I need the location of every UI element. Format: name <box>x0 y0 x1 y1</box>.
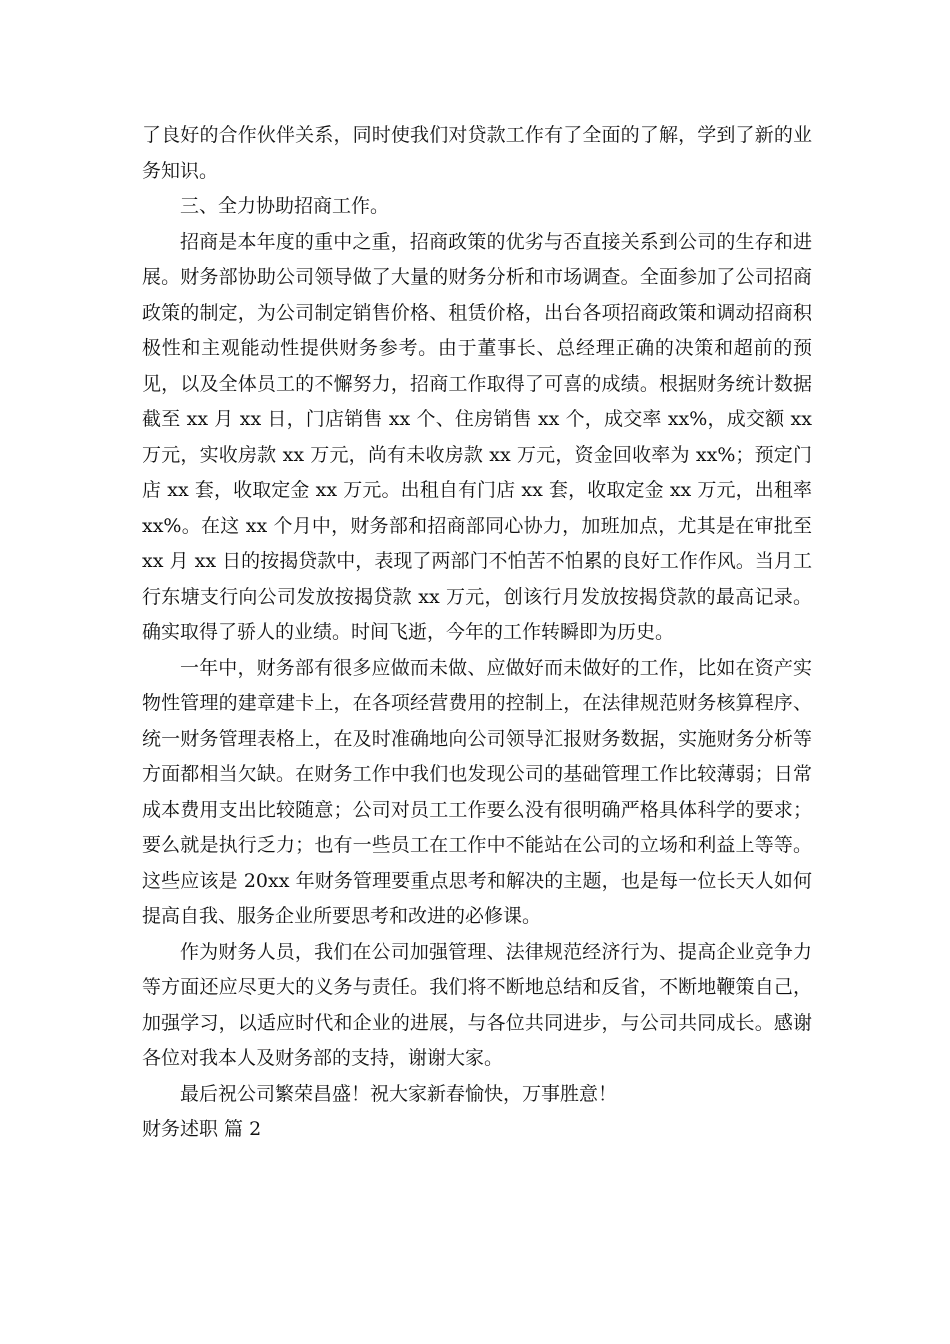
paragraph-continuation: 了良好的合作伙伴关系，同时使我们对贷款工作有了全面的了解，学到了新的业务知识。 <box>142 124 812 182</box>
paragraph-responsibility: 作为财务人员，我们在公司加强管理、法律规范经济行为、提高企业竞争力等方面还应尽更大的义务与责任。我们将不断地总结和反省，不断地鞭策自己，加强学习，以适应时代和企业的进展，与各位共同进步，与公司共同成长。感谢各位对我本人及财务部的支持，谢谢大家。 <box>142 940 812 1069</box>
document-body <box>142 118 812 1148</box>
paragraph-shortcomings: 一年中，财务部有很多应做而未做、应做好而未做好的工作，比如在资产实物性管理的建章建卡上，在各项经营费用的控制上，在法律规范财务核算程序、统一财务管理表格上，在及时准确地向公司领导汇报财务数据，实施财务分析等方面都相当欠缺。在财务工作中我们也发现公司的基础管理工作比较薄弱；日常成本费用支出比较随意；公司对员工工作要么没有很明确严格具体科学的要求；要么就是执行乏力；也有一些员工在工作中不能站在公司的立场和利益上等等。这些应该是 20xx 年财务管理要重点思考和解决的主题，也是每一位长天人如何提高自我、服务企业所要思考和改进的必修课。 <box>142 656 812 927</box>
paragraph-closing-wishes: 最后祝公司繁荣昌盛！祝大家新春愉快，万事胜意！ <box>180 1082 618 1105</box>
paragraph-investment: 招商是本年度的重中之重，招商政策的优劣与否直接关系到公司的生存和进展。财务部协助公司领导做了大量的财务分析和市场调查。全面参加了公司招商政策的制定，为公司制定销售价格、租赁价格，出台各项招商政策和调动招商积极性和主观能动性提供财务参考。由于董事长、总经理正确的决策和超前的预见，以及全体员工的不懈努力，招商工作取得了可喜的成绩。根据财务统计数据截至 xx 月 xx 日，门店销售 xx 个、住房销售 xx 个，成交率 xx%，成交额 xx 万元，实收房款 xx 万元，尚有未收房款 xx 万元，资金回收率为 xx%；预定门店 xx 套，收取定金 xx 万元。出租自有门店 xx 套，收取定金 xx 万元，出租率 xx%。在这 xx 个月中，财务部和招商部同心协力，加班加点，尤其是在审批至 xx 月 xx 日的按揭贷款中，表现了两部门不怕苦不怕累的良好工作作风。当月工行东塘支行向公司发放按揭贷款 xx 万元，创该行月发放按揭贷款的最高记录。确实取得了骄人的业绩。时间飞逝，今年的工作转瞬即为历史。 <box>142 230 812 643</box>
section-title: 财务述职 篇 2 <box>142 1118 262 1140</box>
section-heading: 三、全力协助招商工作。 <box>180 195 390 217</box>
